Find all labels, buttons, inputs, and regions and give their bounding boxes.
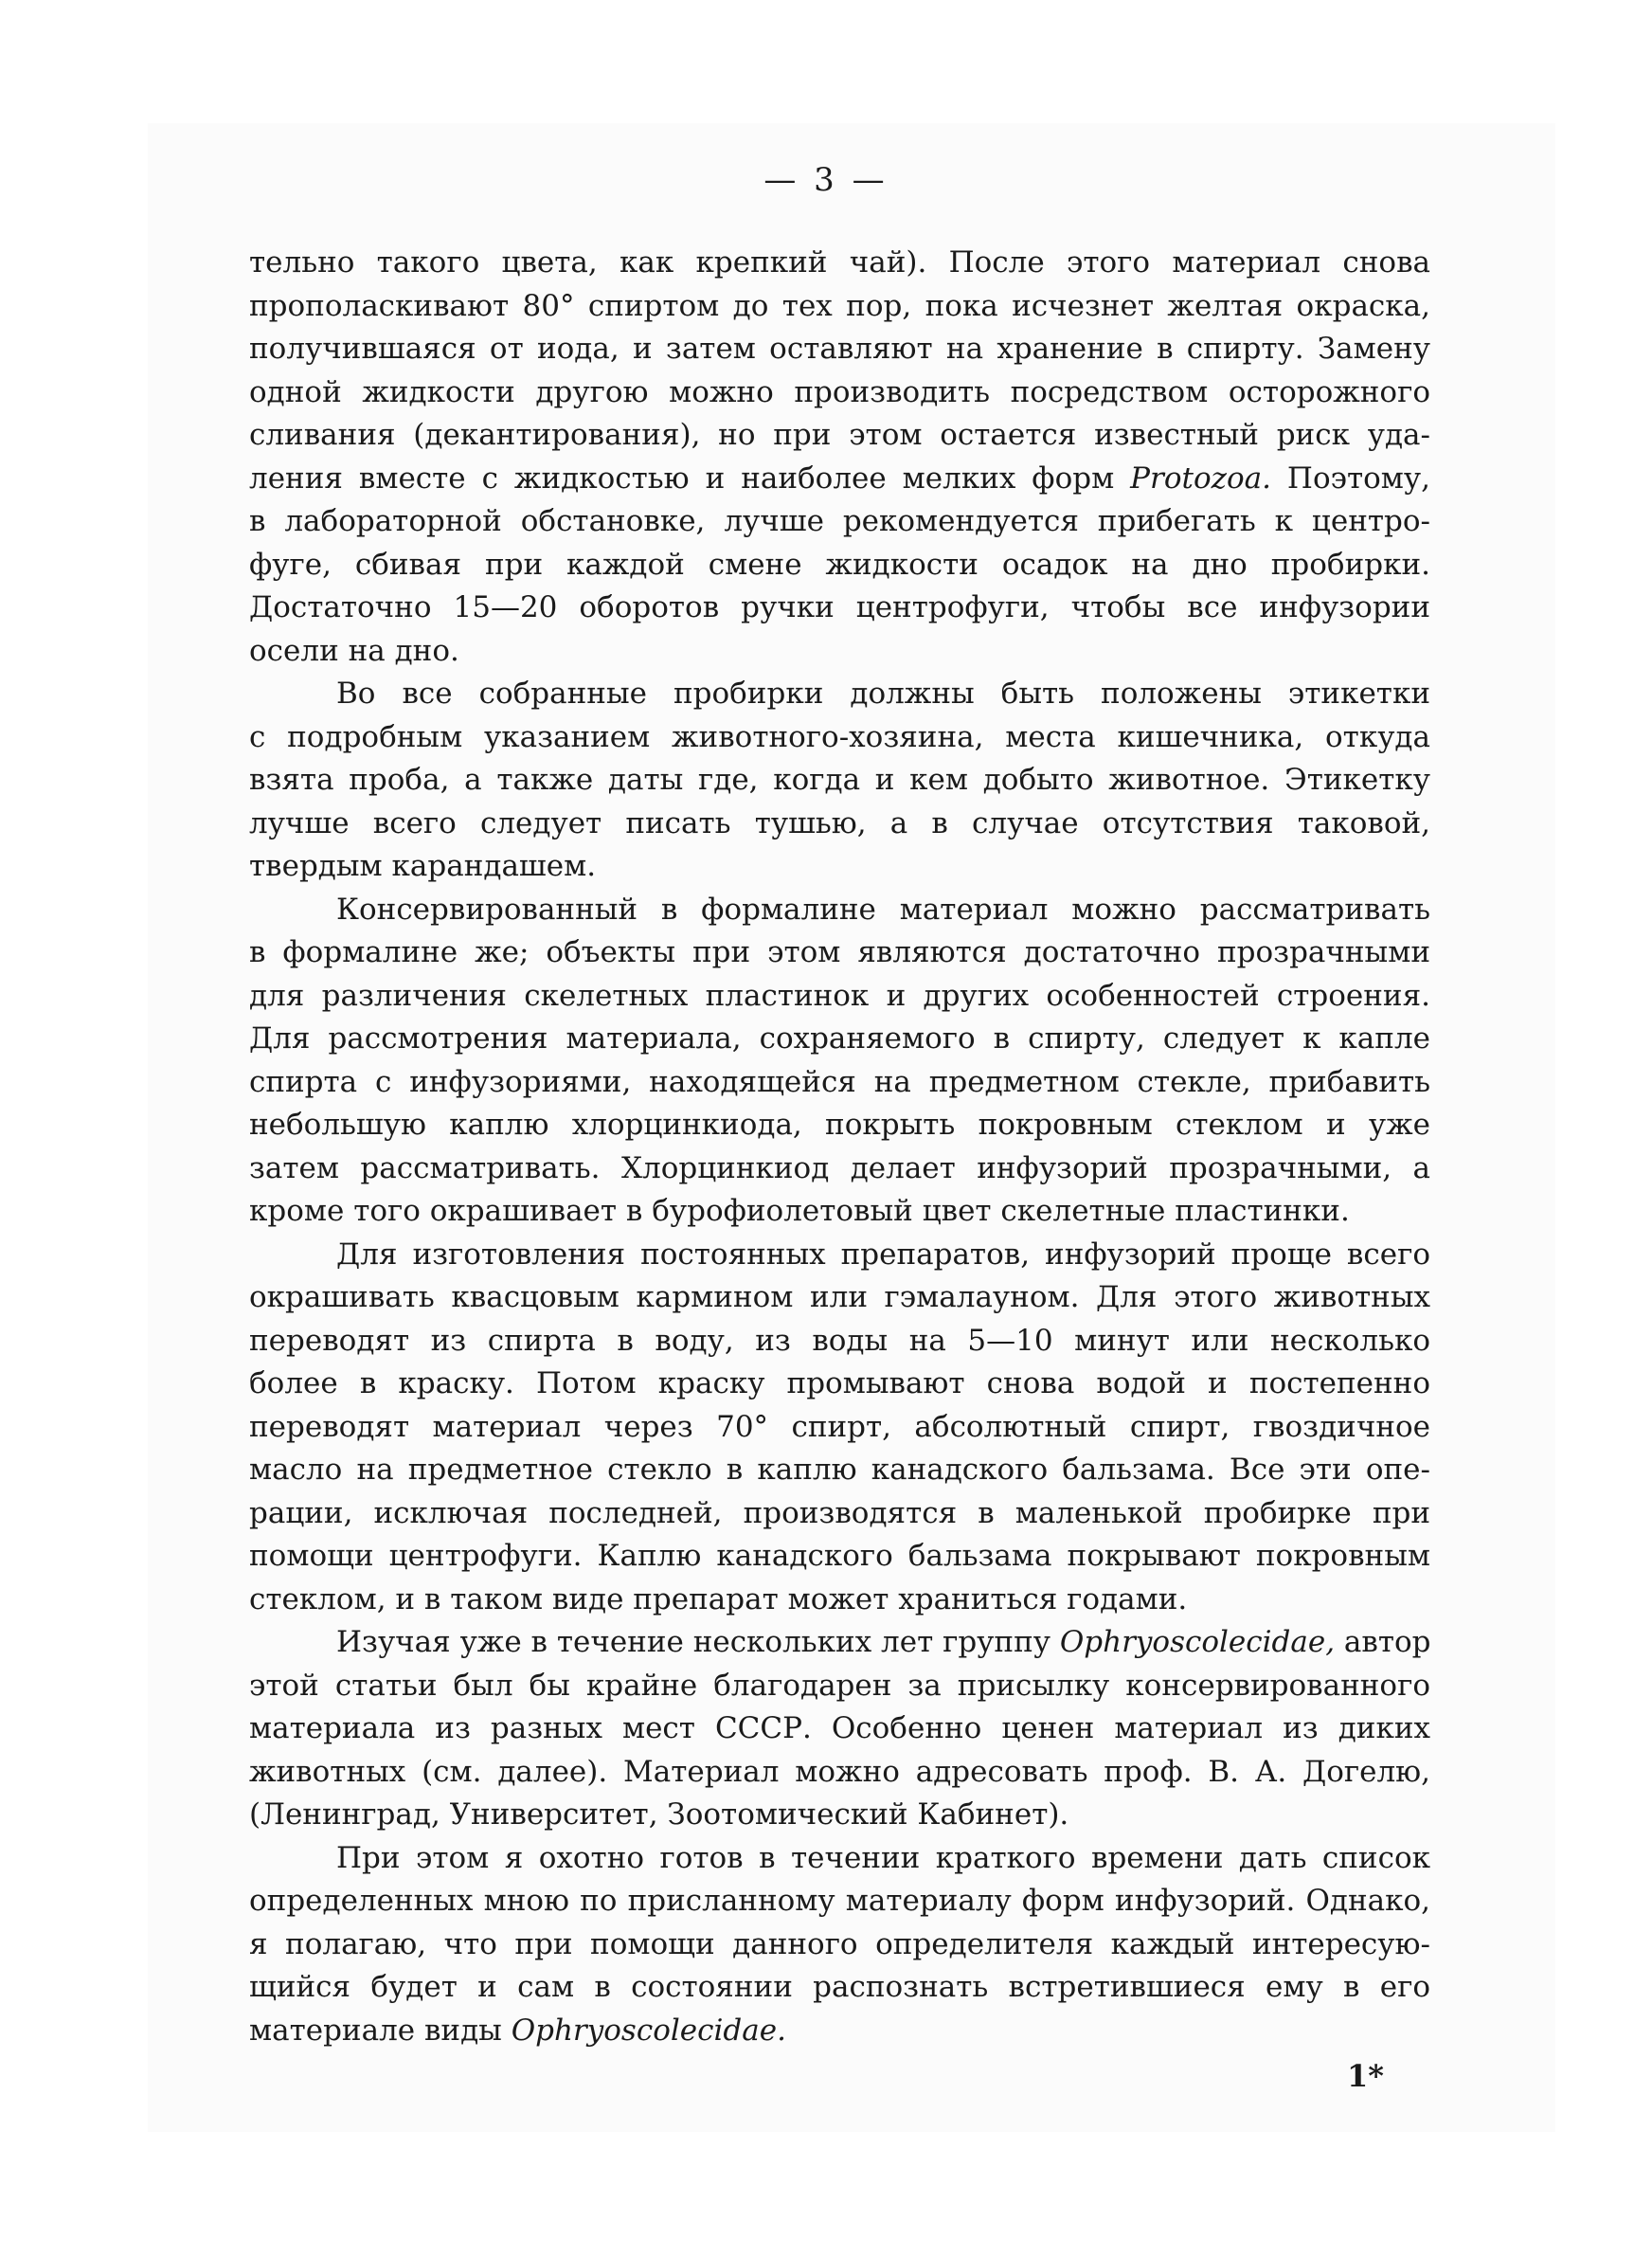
text-line: Изучая уже в течение нескольких лет группу Ophryoscolecidae, автор (336, 1625, 1431, 1659)
text-line: небольшую каплю хлорцинкиода, покрыть покровным стеклом и уже (249, 1108, 1430, 1142)
text-line: получившаяся от иода, и затем оставляют на хранение в спирту. Замену (249, 332, 1430, 366)
text-line: При этом я охотно готов в течении краткого времени дать список (336, 1840, 1430, 1875)
text-line: для различения скелетных пластинок и других особенностей строения. (249, 978, 1430, 1013)
body-text (249, 242, 1430, 2052)
paragraph-p1 (249, 242, 1430, 673)
text-line: переводят из спирта в воду, из воды на 5—10 минут или несколько (249, 1323, 1430, 1358)
text-line: Во все собранные пробирки должны быть положены этикетки (336, 677, 1430, 711)
text-line: Консервированный в формалине материал можно рассматривать (336, 892, 1430, 927)
text-line: одной жидкости другою можно производить посредством осторожного (249, 374, 1430, 409)
text-line: животных (см. далее). Материал можно адресовать проф. В. А. Догелю, (249, 1754, 1430, 1789)
text-line: более в краску. Потом краску промывают снова водой и постепенно (249, 1366, 1430, 1400)
text-line: осели на дно. (249, 633, 459, 668)
paragraph-p2 (249, 673, 1430, 889)
signature-mark: 1* (1347, 2058, 1384, 2094)
text-line: материала из разных мест СССР. Особенно ценен материал из диких (249, 1711, 1430, 1745)
text-line: с подробным указанием животного-хозяина, места кишечника, откуда (249, 719, 1430, 754)
text-line: определенных мною по присланному материалу форм инфузорий. Однако, (249, 1884, 1430, 1918)
paragraph-p3 (249, 889, 1430, 1234)
text-line: переводят материал через 70° спирт, абсолютный спирт, гвоздичное (249, 1409, 1430, 1444)
text-line: стеклом, и в таком виде препарат может храниться годами. (249, 1581, 1188, 1616)
text-line: взята проба, а также даты где, когда и кем добыто животное. Этикетку (249, 763, 1430, 797)
text-line: кроме того окрашивает в бурофиолетовый цвет скелетные пластинки. (249, 1194, 1350, 1228)
text-line: материале виды Ophryoscolecidae. (249, 2013, 786, 2048)
text-line: затем рассматривать. Хлорцинкиод делает инфузорий прозрачными, а (249, 1150, 1430, 1185)
text-line: помощи центрофуги. Каплю канадского бальзама покрывают покровным (249, 1539, 1430, 1573)
text-line: рации, исключая последней, производятся в маленькой пробирке при (249, 1495, 1430, 1530)
text-line: сливания (декантирования), но при этом остается известный риск уда- (249, 418, 1430, 452)
text-line: твердым карандашем. (249, 849, 597, 883)
paragraph-p4 (249, 1234, 1430, 1622)
text-line: (Ленинград, Университет, Зоотомический Кабинет). (249, 1797, 1069, 1832)
text-line: ления вместе с жидкостью и наиболее мелких форм Protozoa. Поэтому, (249, 460, 1430, 496)
text-line: фуге, сбивая при каждой смене жидкости осадок на дно пробирки. (249, 547, 1430, 582)
text-line: масло на предметное стекло в каплю канадского бальзама. Все эти опе- (249, 1453, 1430, 1487)
text-line: щийся будет и сам в состоянии распознать встретившиеся ему в его (249, 1970, 1430, 2004)
text-line: в формалине же; объекты при этом являются достаточно прозрачными (249, 935, 1430, 969)
text-line: окрашивать квасцовым кармином или гэмалауном. Для этого животных (249, 1280, 1430, 1314)
paragraph-p5 (249, 1621, 1430, 1837)
page-number: — 3 — (763, 161, 889, 199)
text-line: я полагаю, что при помощи данного определителя каждый интересую- (249, 1926, 1430, 1961)
text-line: прополаскивают 80° спиртом до тех пор, пока исчезнет желтая окраска, (249, 288, 1430, 323)
text-line: спирта с инфузориями, находящейся на предметном стекле, прибавить (249, 1064, 1430, 1099)
text-line: Для рассмотрения материала, сохраняемого в спирту, следует к капле (249, 1021, 1430, 1056)
text-line: Для изготовления постоянных препаратов, инфузорий проще всего (336, 1237, 1430, 1272)
text-line: тельно такого цвета, как крепкий чай). После этого материал снова (249, 245, 1430, 280)
text-line: Достаточно 15—20 оборотов ручки центрофуги, чтобы все инфузории (249, 590, 1430, 624)
text-line: лучше всего следует писать тушью, а в случае отсутствия таковой, (249, 805, 1430, 840)
paragraph-p6 (249, 1837, 1430, 2053)
text-line: в лабораторной обстановке, лучше рекомендуется прибегать к центро- (249, 504, 1430, 538)
text-line: этой статьи был бы крайне благодарен за присылку консервированного (249, 1668, 1430, 1703)
